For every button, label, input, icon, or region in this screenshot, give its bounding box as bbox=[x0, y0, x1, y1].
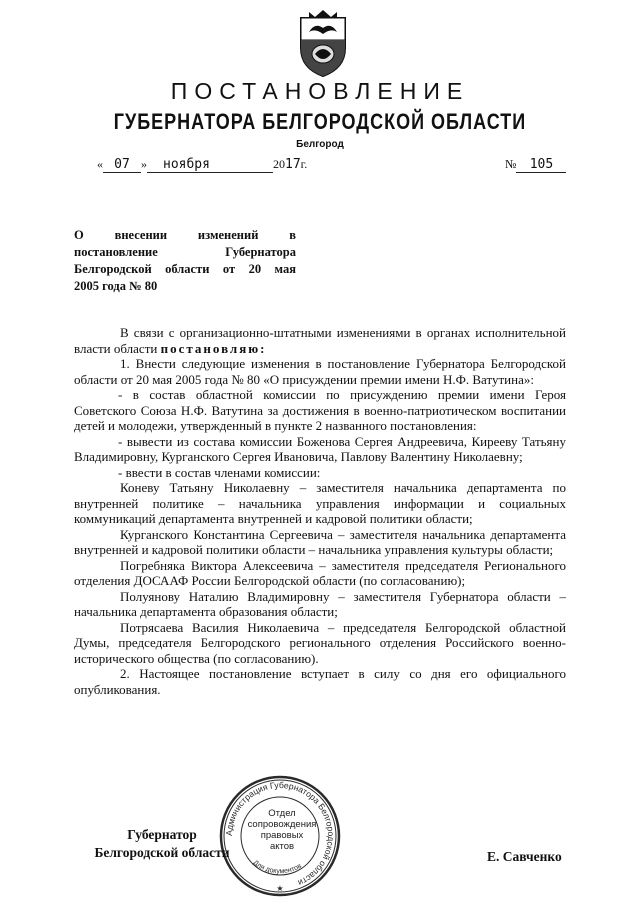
stamp-center-line-2: сопровождения bbox=[247, 819, 317, 830]
stamp-center-text bbox=[232, 808, 332, 852]
member-4: Полуянову Наталию Владимировну – заместителя Губернатора области – начальника департамента образования области; bbox=[74, 588, 566, 619]
member-2: Курганского Константина Сергеевича – заместителя начальника департамента внутренней и кадровой политики области – начальника управления культуры области; bbox=[74, 526, 566, 557]
stamp-star-icon: ★ bbox=[276, 884, 284, 893]
subject-line-3: Белгородской области от 20 мая bbox=[74, 262, 296, 276]
item-1-sub-1: - в состав областной комиссии по присуждению премии имени Героя Советского Союза Н.Ф. Ватутина за достижения в военно-патриотическом воспитании детей и молодежи, утвержденный в пункте 2 названного постановления: bbox=[74, 387, 566, 433]
subject-heading bbox=[74, 227, 296, 295]
date-month: ноября bbox=[147, 157, 273, 173]
date-quote-open: « bbox=[97, 157, 103, 171]
subject-line-1: О внесении изменений в bbox=[74, 228, 296, 242]
date-quote-close: » bbox=[141, 157, 147, 171]
item-1-sub-2: - вывести из состава комиссии Боженова Сергея Андреевича, Кирееву Татьяну Владимировну, Курганского Сергея Ивановича, Павлову Валентину Николаевну; bbox=[74, 433, 566, 464]
signatory-name: Е. Савченко bbox=[487, 849, 562, 864]
signatory-position-line-1: Губернатор bbox=[127, 827, 197, 842]
document-type-title: ПОСТАНОВЛЕНИЕ bbox=[170, 78, 470, 104]
intro-paragraph bbox=[74, 325, 566, 356]
item-1-sub-3: - ввести в состав членами комиссии: bbox=[118, 464, 321, 480]
city-name: Белгород bbox=[296, 139, 344, 150]
stamp-bottom-textpath: Для документов bbox=[251, 859, 303, 876]
date-year-prefix: 20 bbox=[273, 157, 285, 171]
member-5: Потрясаева Василия Николаевича – председателя Белгородской областной Думы, председателя Белгородского регионального отделения Российского военно-исторического общества (по согласованию). bbox=[74, 619, 566, 666]
document-number-line bbox=[505, 157, 566, 173]
date-day: 07 bbox=[103, 157, 141, 173]
stamp-center-line-4: актов bbox=[269, 841, 295, 852]
stamp-bottom-text bbox=[252, 859, 304, 875]
subject-line-4: 2005 года № 80 bbox=[74, 279, 158, 293]
document-number: 105 bbox=[516, 157, 566, 173]
signatory-position-line-2: Белгородской области bbox=[94, 845, 230, 860]
stamp-center-line-3: правовых bbox=[260, 830, 304, 841]
date-year-suffix: 17 bbox=[285, 157, 301, 172]
date-year-end: г. bbox=[300, 157, 308, 171]
decree-word: постановляю: bbox=[160, 340, 267, 356]
coat-of-arms-icon bbox=[295, 8, 351, 78]
item-2: 2. Настоящее постановление вступает в силу со дня его официального опубликования. bbox=[74, 666, 566, 697]
signatory-position bbox=[82, 826, 242, 862]
subject-line-2: постановление Губернатора bbox=[74, 245, 296, 259]
number-label: № bbox=[505, 157, 517, 171]
issuer-title: ГУБЕРНАТОРА БЕЛГОРОДСКОЙ ОБЛАСТИ bbox=[113, 109, 527, 134]
stamp-ring-textpath: Администрация Губернатора Белгородской области bbox=[223, 779, 337, 889]
date-line bbox=[97, 157, 307, 173]
intro-text: В связи с организационно-штатными изменениями в органах исполнительной власти области bbox=[74, 325, 566, 356]
stamp-center-line-1: Отдел bbox=[268, 808, 296, 819]
document-body bbox=[74, 325, 566, 697]
member-1: Коневу Татьяну Николаевну – заместителя начальника департамента по внутренней политике – начальника управления информации и социальных коммуникаций департамента внутренней и кадровой политики области; bbox=[74, 480, 566, 526]
item-1: 1. Внести следующие изменения в постановление Губернатора Белгородской области от 20 мая 2005 года № 80 «О присуждении премии имени Н.Ф. Ватутина»: bbox=[74, 356, 566, 387]
member-3: Погребняка Виктора Алексеевича – заместителя председателя Регионального отделения ДОСААФ России Белгородской области (по согласованию); bbox=[74, 557, 566, 588]
